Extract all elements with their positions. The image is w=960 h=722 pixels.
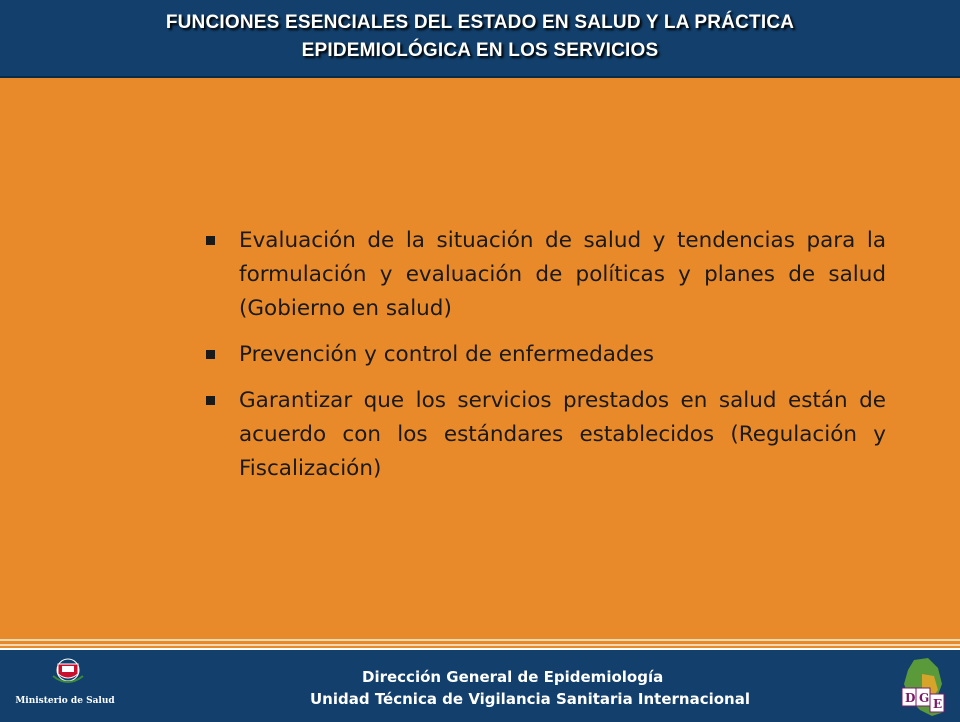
footer-bar [0,648,960,722]
footer-divider [0,636,960,648]
bullet-list [200,224,886,498]
organization-name: Dirección General de Epidemiología [362,668,664,686]
slide-title-line-2: EPIDEMIOLÓGICA EN LOS SERVICIOS [301,40,659,61]
list-item [200,224,886,326]
square-bullet-icon [206,236,215,245]
list-item [200,338,886,372]
svg-text:E: E [933,697,943,711]
list-item-text: Evaluación de la situación de salud y tendencias para la formulación y evaluación de políticas y planes de salud (Gobierno en salud) [239,228,886,321]
svg-text:D: D [905,691,916,705]
svg-text:G: G [919,691,930,705]
square-bullet-icon [206,396,215,405]
minsa-logo-caption: Ministerio de Salud [15,696,115,706]
dge-logo [892,654,952,720]
organization-unit: Unidad Técnica de Vigilancia Sanitaria Internacional [310,690,751,708]
header-bar [0,0,960,76]
list-item [200,384,886,486]
list-item-text: Prevención y control de enfermedades [239,342,654,367]
square-bullet-icon [206,350,215,359]
list-item-text: Garantizar que los servicios prestados en salud están de acuerdo con los estándares establecidos (Regulación y Fiscalización) [239,388,886,481]
slide-title-line-1: FUNCIONES ESENCIALES DEL ESTADO EN SALUD Y LA PRÁCTICA [165,12,795,33]
ministerio-de-salud-logo [8,656,128,718]
